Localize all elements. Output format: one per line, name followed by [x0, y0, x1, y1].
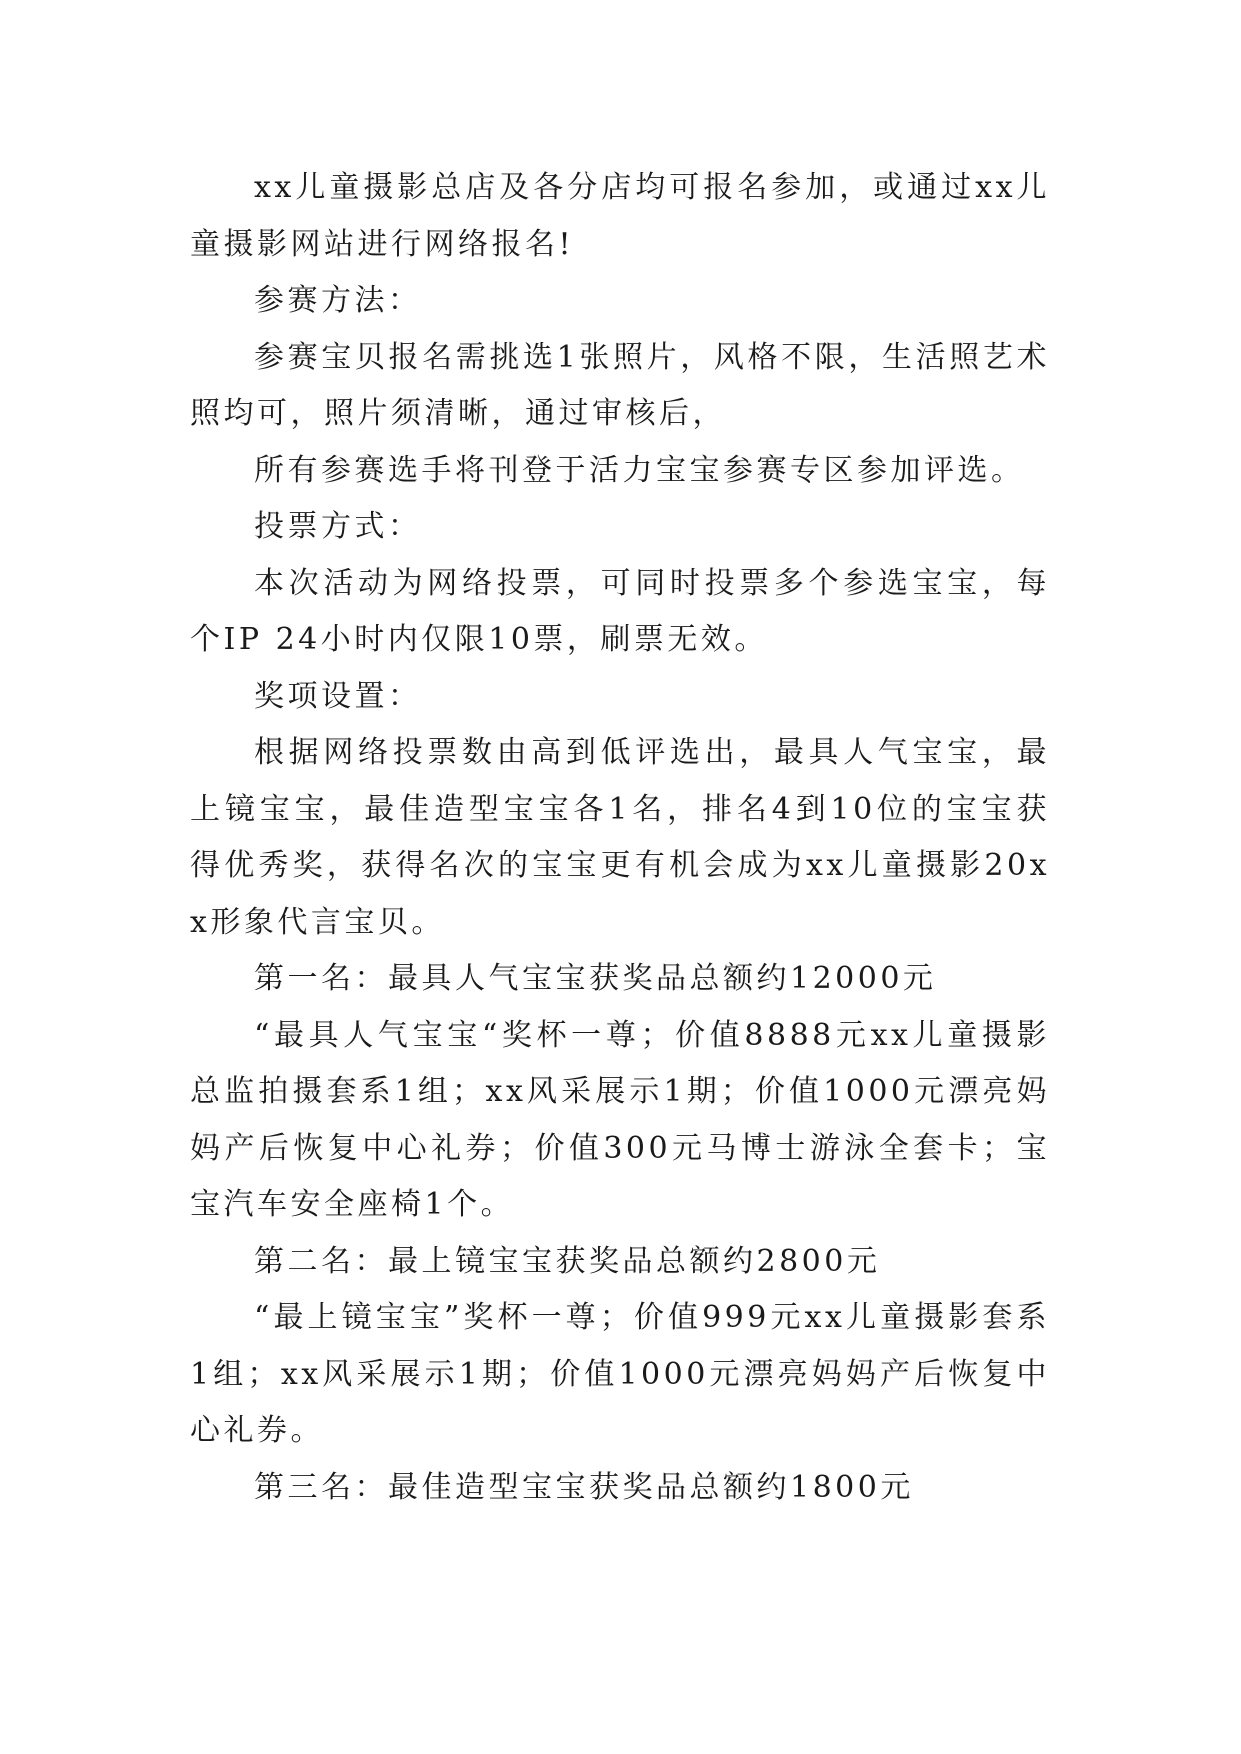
paragraph-voting-rules: 本次活动为网络投票，可同时投票多个参选宝宝，每个IP 24小时内仅限10票，刷票无效。 — [190, 565, 1050, 657]
paragraph-photo-requirements: 参赛宝贝报名需挑选1张照片，风格不限，生活照艺术照均可，照片须清晰，通过审核后， — [190, 339, 1050, 431]
heading-participation-method: 参赛方法： — [254, 283, 422, 318]
paragraph-first-prize-title: 第一名：最具人气宝宝获奖品总额约12000元 — [254, 961, 937, 996]
heading-awards: 奖项设置： — [254, 678, 422, 714]
heading-voting-method: 投票方式： — [254, 509, 422, 544]
paragraph-first-prize-details: “最具人气宝宝“奖杯一尊；价值8888元xx儿童摄影总监拍摄套系1组；xx风采展示1期；价值1000元漂亮妈妈产后恢复中心礼券；价值300元马博士游泳全套卡；宝宝汽车安全座椅1个。 — [190, 1017, 1050, 1222]
paragraph-selection-area: 所有参赛选手将刊登于活力宝宝参赛专区参加评选。 — [254, 452, 1025, 488]
paragraph-award-overview: 根据网络投票数由高到低评选出，最具人气宝宝，最上镜宝宝，最佳造型宝宝各1名，排名4到10位的宝宝获得优秀奖，获得名次的宝宝更有机会成为xx儿童摄影20xx形象代言宝贝。 — [190, 735, 1050, 940]
paragraph-third-prize-title: 第三名：最佳造型宝宝获奖品总额约1800元 — [254, 1469, 914, 1505]
paragraph-registration: xx儿童摄影总店及各分店均可报名参加，或通过xx儿童摄影网站进行网络报名! — [190, 170, 1050, 262]
document-body — [190, 160, 1050, 1516]
paragraph-second-prize-details: “最上镜宝宝”奖杯一尊；价值999元xx儿童摄影套系1组；xx风采展示1期；价值1000元漂亮妈妈产后恢复中心礼券。 — [190, 1300, 1050, 1448]
paragraph-second-prize-title: 第二名：最上镜宝宝获奖品总额约2800元 — [254, 1243, 881, 1279]
